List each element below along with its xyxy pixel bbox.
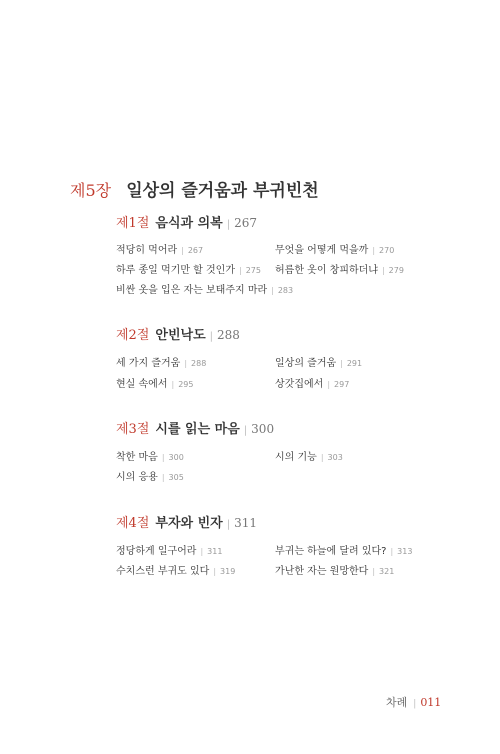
entry-page: 321 — [379, 567, 395, 576]
entry-title: 상갓집에서 — [275, 379, 324, 390]
entry-page: 300 — [168, 453, 184, 462]
entry-title: 시의 기능 — [275, 452, 317, 463]
entry-title: 하루 종일 먹기만 할 것인가 — [116, 265, 235, 276]
entry-title: 부귀는 하늘에 달려 있다? — [275, 546, 387, 557]
toc-entry[interactable]: 허름한 옷이 창피하더냐 | 279 — [275, 265, 404, 276]
entry-page: 288 — [191, 359, 207, 368]
entry-title: 적당히 먹어라 — [116, 245, 178, 256]
section-heading — [116, 212, 257, 231]
toc-entry[interactable]: 정당하게 일구어라 | 311 — [116, 546, 223, 557]
entry-page: 303 — [327, 453, 343, 462]
entry-page: 297 — [334, 380, 350, 389]
toc-entry[interactable]: 수치스런 부귀도 있다 | 319 — [116, 566, 236, 577]
entry-title: 비싼 옷을 입은 자는 보태주지 마라 — [116, 285, 268, 296]
entry-page: 319 — [220, 567, 236, 576]
entry-title: 허름한 옷이 창피하더냐 — [275, 265, 378, 276]
toc-entry[interactable]: 시의 응용 | 305 — [116, 472, 184, 483]
separator: | — [226, 519, 231, 530]
entry-page: 270 — [379, 246, 395, 255]
entry-title: 시의 응용 — [116, 472, 158, 483]
section-title: 시를 읽는 마음 — [155, 422, 240, 437]
toc-entry[interactable]: 무엇을 어떻게 먹을까 | 270 — [275, 245, 395, 256]
entry-page: 313 — [397, 547, 413, 556]
entry-title: 무엇을 어떻게 먹을까 — [275, 245, 369, 256]
entry-page: 267 — [187, 246, 204, 255]
toc-entry[interactable]: 부귀는 하늘에 달려 있다? | 313 — [275, 546, 413, 557]
toc-entry[interactable]: 일상의 즐거움 | 291 — [275, 358, 363, 369]
separator: | — [226, 219, 231, 230]
section-heading — [116, 512, 257, 531]
toc-entry[interactable]: 가난한 자는 원망한다 | 321 — [275, 566, 395, 577]
entry-page: 279 — [388, 266, 404, 275]
section-number: 제2절 — [116, 328, 150, 343]
page-footer — [386, 694, 441, 710]
section-number: 제3절 — [116, 422, 150, 437]
entry-page: 311 — [207, 547, 223, 556]
toc-entry[interactable]: 착한 마음 | 300 — [116, 452, 184, 463]
entry-page: 295 — [178, 380, 194, 389]
entry-page: 305 — [168, 473, 184, 482]
section-title: 안빈낙도 — [155, 328, 206, 343]
section-title: 음식과 의복 — [155, 216, 223, 231]
entry-title: 착한 마음 — [116, 452, 158, 463]
section-number: 제4절 — [116, 516, 150, 531]
section-page: 267 — [234, 216, 257, 230]
toc-entry[interactable]: 현실 속에서 | 295 — [116, 379, 194, 390]
chapter-heading — [70, 176, 319, 201]
chapter-number: 제5장 — [70, 181, 112, 200]
entry-title: 세 가지 즐거움 — [116, 358, 181, 369]
entry-title: 수치스런 부귀도 있다 — [116, 566, 210, 577]
toc-entry[interactable]: 비싼 옷을 입은 자는 보태주지 마라 | 283 — [116, 285, 294, 296]
entry-page: 291 — [346, 359, 363, 368]
section-number: 제1절 — [116, 216, 150, 231]
entry-page: 283 — [277, 286, 294, 295]
toc-entry[interactable]: 시의 기능 | 303 — [275, 452, 343, 463]
separator: | — [413, 699, 417, 709]
toc-entry[interactable]: 상갓집에서 | 297 — [275, 379, 350, 390]
entry-title: 현실 속에서 — [116, 379, 168, 390]
toc-entry[interactable]: 하루 종일 먹기만 할 것인가 | 275 — [116, 265, 261, 276]
section-page: 311 — [234, 516, 257, 530]
section-title: 부자와 빈자 — [155, 516, 223, 531]
section-heading — [116, 324, 240, 343]
section-page: 300 — [251, 422, 275, 436]
toc-entry[interactable]: 세 가지 즐거움 | 288 — [116, 358, 207, 369]
section-page: 288 — [217, 328, 240, 342]
entry-title: 일상의 즐거움 — [275, 358, 337, 369]
footer-label: 차례 — [386, 696, 408, 709]
separator: | — [243, 425, 248, 436]
page-number: 011 — [420, 696, 442, 709]
chapter-title: 일상의 즐거움과 부귀빈천 — [126, 181, 319, 201]
entry-title: 정당하게 일구어라 — [116, 546, 197, 557]
entry-page: 275 — [245, 266, 261, 275]
separator: | — [209, 331, 213, 342]
entry-title: 가난한 자는 원망한다 — [275, 566, 369, 577]
toc-entry[interactable]: 적당히 먹어라 | 267 — [116, 245, 204, 256]
section-heading — [116, 418, 274, 437]
